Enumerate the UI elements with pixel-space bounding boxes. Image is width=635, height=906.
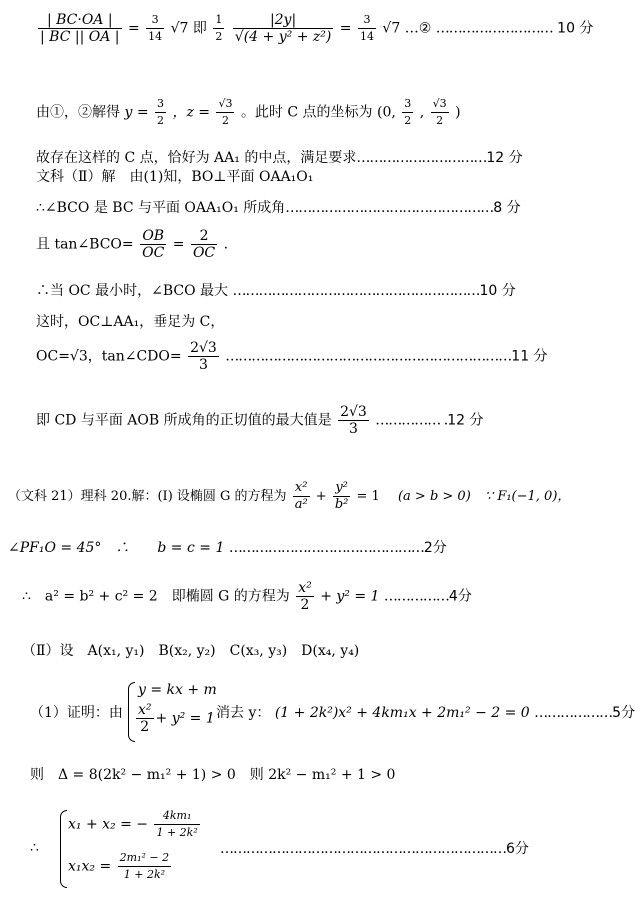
line-5 — [36, 197, 521, 217]
leader-dots: ……………………… — [435, 20, 553, 37]
y2-b2-fraction — [333, 480, 351, 513]
coord-comma: , — [419, 104, 425, 121]
sqrt-7-b: √7 — [382, 20, 401, 37]
x2-a2-fraction — [293, 480, 310, 513]
coord-close: ) — [455, 104, 461, 121]
circle-two: …② — [404, 20, 432, 37]
equals-one: = 1 — [356, 489, 380, 504]
text: 且 tan∠BCO= — [36, 236, 134, 253]
text: 故存在这样的 C 点，恰好为 AA₁ 的中点，满足要求 — [36, 150, 357, 166]
score: 11 分 — [511, 348, 548, 365]
text: ∴当 OC 最小时，∠BCO 最大 — [36, 283, 229, 299]
numerator: √3 — [431, 96, 449, 113]
period: . — [223, 236, 229, 253]
numerator: x² — [293, 480, 310, 497]
z-fraction — [216, 96, 234, 129]
numerator: x² — [298, 580, 312, 596]
trail — [220, 838, 529, 858]
denominator: 2 — [157, 114, 164, 127]
z-equals: ，z = — [172, 104, 211, 121]
line-3 — [36, 147, 523, 167]
denominator: OC — [192, 245, 216, 261]
denominator: 2 — [404, 114, 412, 127]
text: ∴∠BCO 是 BC 与平面 OAA₁O₁ 所成角 — [36, 200, 286, 216]
leader-dots: ……………………………………… — [228, 540, 424, 556]
system-row-1: y = kx + m — [138, 682, 217, 698]
system-row-2 — [134, 702, 215, 735]
line-10 — [36, 404, 483, 437]
eliminate-label: 消去 y： — [216, 705, 271, 721]
fraction — [136, 702, 154, 735]
text: ∠PF₁O = 45° ∴ b = c = 1 — [8, 540, 225, 556]
score: 5分 — [612, 705, 635, 721]
fraction-3-14 — [146, 12, 164, 45]
system-brace — [60, 810, 67, 888]
numerator: 1 — [213, 12, 224, 29]
numerator: 3 — [155, 96, 166, 113]
line-11 — [8, 480, 570, 513]
fraction-half — [213, 12, 224, 45]
denominator: 1 + 2k² — [123, 868, 166, 881]
focus: ∵ F₁(−1, 0)， — [484, 489, 571, 504]
line-6 — [36, 228, 228, 261]
text: 文科（Ⅱ）解 由(1)知，BO⊥平面 OAA₁O₁ — [36, 169, 314, 185]
therefore: ∴ — [30, 840, 39, 856]
score: 10 分 — [557, 20, 594, 37]
denominator: 2 — [300, 597, 310, 613]
numerator: |2y| — [233, 12, 334, 29]
eliminate — [216, 702, 635, 722]
line-12 — [8, 537, 447, 557]
score: 6分 — [506, 841, 529, 857]
denominator: 14 — [148, 30, 163, 43]
score: 2分 — [423, 540, 447, 556]
leader-dots: ………………………………………………………… — [220, 841, 506, 857]
denominator: 14 — [359, 30, 374, 43]
numerator: OB — [140, 228, 166, 245]
line-8 — [36, 311, 224, 331]
tail: + y² = 1 — [155, 710, 215, 727]
fraction — [154, 808, 199, 841]
numerator: 4km₁ — [154, 808, 199, 825]
fraction — [188, 340, 219, 373]
vector-denominator: | BC || OA | — [40, 29, 120, 45]
row-2 — [68, 850, 173, 883]
denominator: √(4 + y² + z²) — [234, 29, 332, 45]
text: 则 Δ = 8(2k² − m₁² + 1) > 0 则 2k² − m₁² + 1 > 0 — [30, 767, 396, 783]
denominator: b² — [334, 497, 349, 512]
row-1 — [68, 808, 202, 841]
tail: + y² = 1 — [320, 588, 380, 605]
score: 4分 — [448, 588, 472, 605]
equals: = — [127, 20, 140, 37]
y-equals: y = — [124, 104, 149, 121]
fraction — [338, 404, 369, 437]
text: OC=√3，tan∠CDO= — [36, 348, 182, 365]
score: 12 分 — [486, 150, 523, 166]
denominator: 2 — [436, 114, 444, 127]
text: ∴ a² = b² + c² = 2 即椭圆 G 的方程为 — [22, 588, 290, 605]
fraction-3-14-b — [358, 12, 376, 45]
score: 10 分 — [479, 283, 516, 299]
numerator: 3 — [146, 12, 164, 29]
ji-text: 即 — [192, 20, 207, 37]
line-7 — [36, 280, 516, 300]
coord-text: 。此时 C 点的坐标为 — [240, 104, 373, 121]
leader-dots: …………… — [383, 588, 449, 605]
text: 这时，OC⊥AA₁，垂足为 C， — [36, 314, 225, 330]
leader-dots: ………………………………………………… — [232, 283, 480, 299]
line-4 — [36, 166, 313, 186]
line-14 — [22, 640, 359, 660]
equals-2: = — [339, 20, 352, 37]
two-oc-fraction — [191, 228, 217, 261]
fraction — [296, 580, 314, 613]
condition: (a > b > 0) — [397, 489, 471, 504]
y-fraction — [155, 96, 166, 129]
pre: x₁ + x₂ = − — [68, 816, 149, 833]
ob-oc-fraction — [140, 228, 166, 261]
leader-dots: …………… . — [375, 412, 448, 429]
plus: + — [315, 489, 327, 504]
denominator: 2 — [140, 719, 150, 735]
line-16 — [30, 764, 395, 784]
numerator: 2√3 — [340, 404, 367, 420]
leader-dots: ………………………………………… — [285, 200, 494, 216]
numerator: x² — [138, 702, 152, 718]
numerator: √3 — [216, 96, 234, 113]
vector-fraction — [38, 12, 122, 45]
solve-text: 由①，②解得 — [36, 104, 120, 121]
numerator: 3 — [358, 12, 376, 29]
line-9 — [36, 340, 548, 373]
denominator: 2 — [221, 114, 229, 127]
leader-dots: ……………… — [534, 705, 613, 721]
sqrt-7: √7 — [170, 20, 189, 37]
line-1 — [36, 12, 593, 45]
denominator: 3 — [198, 357, 208, 373]
numerator: 2√3 — [190, 340, 217, 356]
line-2 — [36, 96, 461, 129]
numerator: y² — [333, 480, 351, 497]
vector-numerator: | BC·OA | — [38, 12, 122, 29]
denominator: 2 — [215, 30, 223, 43]
text: （文科 21）理科 20.解：(Ⅰ) 设椭圆 G 的方程为 — [8, 489, 287, 504]
denominator: OC — [142, 245, 165, 261]
pre: x₁x₂ = — [68, 858, 112, 875]
fraction-2y — [233, 12, 334, 45]
leader-dots: ………………………… — [356, 150, 487, 166]
fraction — [118, 850, 171, 883]
equals: = — [172, 236, 185, 253]
line-13 — [22, 580, 472, 613]
proof-label: （1）证明：由 — [30, 705, 123, 721]
denominator: a² — [294, 497, 308, 512]
leader-dots: ………………………………………………………… — [225, 348, 512, 365]
quadratic: (1 + 2k²)x² + 4km₁x + 2m₁² − 2 = 0 — [274, 705, 530, 721]
numerator: 3 — [402, 96, 413, 113]
score: 8 分 — [493, 200, 521, 216]
numerator: 2 — [191, 228, 217, 245]
text: （Ⅱ）设 A(x₁, y₁) B(x₂, y₂) C(x₃, y₃) D(x₄, y₄) — [22, 643, 360, 659]
coord-fraction-2 — [431, 96, 449, 129]
text: 即 CD 与平面 AOB 所成角的正切值的最大值是 — [36, 412, 332, 429]
coord-fraction-1 — [402, 96, 413, 129]
denominator: 1 + 2k² — [156, 826, 198, 839]
score: 12 分 — [447, 412, 484, 429]
coord-open: (0, — [377, 104, 396, 121]
denominator: 3 — [348, 421, 358, 437]
numerator: 2m₁² − 2 — [118, 850, 171, 867]
